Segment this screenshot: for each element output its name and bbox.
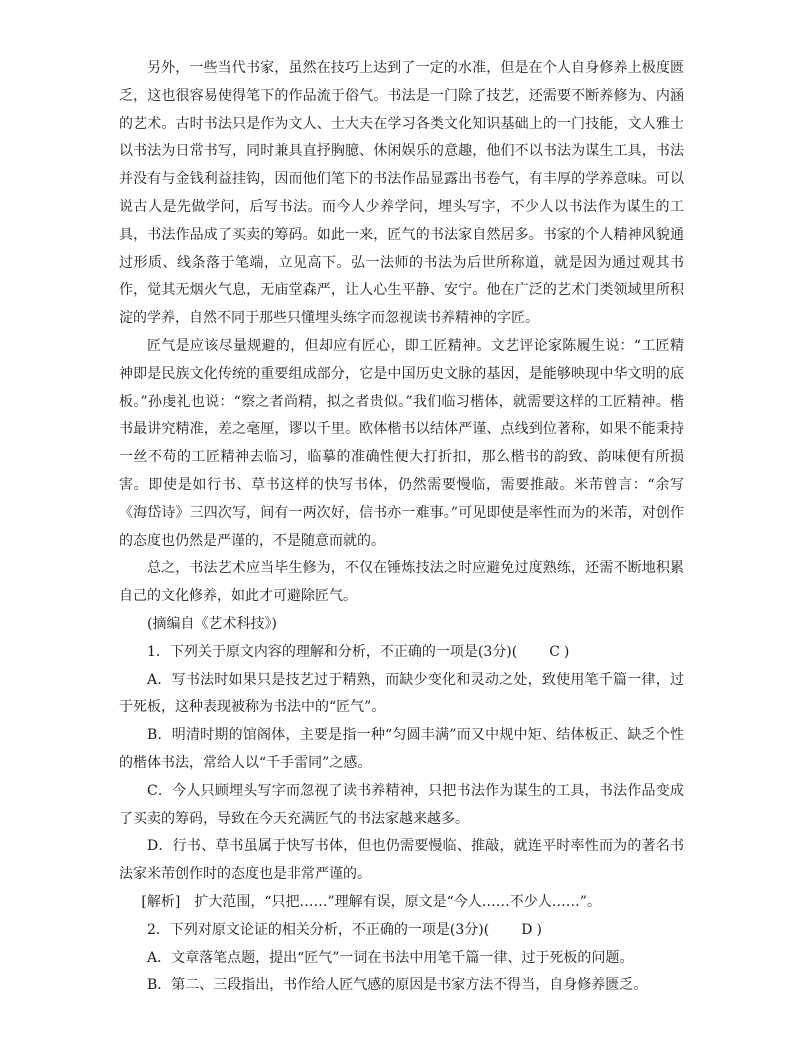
question-2-close: ) bbox=[536, 921, 542, 938]
question-1-option-d: D．行书、草书虽属于快写书体，但也仍需要慢临、推敲，就连平时率性而为的著名书法家米芾创作时的态度也是非常严谨的。 bbox=[119, 838, 684, 883]
question-2-option-a: A．文章落笔点题，提出“匠气”一词在书法中用笔千篇一律、过于死板的问题。 bbox=[147, 949, 634, 966]
question-2-stem bbox=[119, 917, 684, 945]
document-page bbox=[119, 55, 684, 1000]
question-1-option-b: B．明清时期的馆阁体，主要是指一种“匀圆丰满”而又中规中矩、结体板正、缺乏个性的楷体书法，常给人以“千手雷同”之感。 bbox=[119, 727, 684, 771]
body-paragraph-2: 匠气是应该尽量规避的，但却应有匠心，即工匠精神。文艺评论家陈履生说：“工匠精神即是民族文化传统的重要组成部分，它是中国历史文脉的基因，是能够映现中华文明的底板。”孙虔礼也说：“察之者尚精，拟之者贵似。”我们临习楷体，就需要这样的工匠精神。楷书最讲究精准，差之毫厘，谬以千里。欧体楷书以结体严谨、点线到位著称，如果不能秉持一丝不苟的工匠精神去临习，临摹的准确性便大打折扣，那么楷书的韵致、韵味便有所损害。即使是如行书、草书这样的快写书体，仍然需要慢临，需要推敲。米芾曾言：“余写《海岱诗》三四次写，间有一两次好，信书亦一难事。”可见即使是率性而为的米芾，对创作的态度也仍然是严谨的，不是随意而就的。 bbox=[119, 337, 684, 549]
question-1-option-c: C．今人只顾埋头写字而忽视了读书养精神，只把书法作为谋生的工具，书法作品变成了买卖的筹码，导致在今天充满匠气的书法家越来越多。 bbox=[119, 782, 684, 827]
question-2-option-b: B．第二、三段指出，书作给人匠气感的原因是书家方法不得当，自身修养匮乏。 bbox=[147, 977, 648, 994]
question-1-stem bbox=[119, 639, 684, 667]
source-citation: (摘编自《艺术科技》) bbox=[147, 615, 277, 632]
question-2-answer: D bbox=[521, 921, 533, 938]
question-1-close: ) bbox=[563, 643, 570, 660]
question-1-analysis: [解析] 扩大范围，“只把……”理解有误，原文是“今人……不少人……”。 bbox=[141, 893, 601, 910]
question-1-answer: C bbox=[549, 643, 560, 660]
question-1-option-a: A．写书法时如果只是技艺过于精熟，而缺少变化和灵动之处，致使用笔千篇一律，过于死板，这种表现被称为书法中的“匠气”。 bbox=[119, 671, 684, 716]
body-paragraph-1: 另外，一些当代书家，虽然在技巧上达到了一定的水准，但是在个人自身修养上极度匮乏，这也很容易使得笔下的作品流于俗气。书法是一门除了技艺，还需要不断养修为、内涵的艺术。古时书法只是作为文人、士大夫在学习各类文化知识基础上的一门技能，文人雅士以书法为日常书写，同时兼具直抒胸臆、休闲娱乐的意趣，他们不以书法为谋生工具，书法并没有与金钱利益挂钩，因而他们笔下的书法作品显露出书卷气，有丰厚的学养意味。可以说古人是先做学问，后写书法。而今人少养学问，埋头写字，不少人以书法作为谋生的工具，书法作品成了买卖的筹码。如此一来，匠气的书法家自然居多。书家的个人精神风貌通过形质、线条落于笔端，立见高下。弘一法师的书法为后世所称道，就是因为通过观其书作，觉其无烟火气息，无庙堂森严，让人心生平静、安宁。他在广泛的艺术门类领域里所积淀的学养，自然不同于那些只懂埋头练字而忽视读书养精神的字匠。 bbox=[119, 60, 684, 327]
question-2-text: 2．下列对原文论证的相关分析，不正确的一项是(3分)( bbox=[147, 921, 490, 938]
body-paragraph-3: 总之，书法艺术应当毕生修为，不仅在锤炼技法之时应避免过度熟练，还需不断地积累自己的文化修养，如此才可避除匠气。 bbox=[119, 560, 684, 605]
question-1-text: 1．下列关于原文内容的理解和分析，不正确的一项是(3分)( bbox=[147, 643, 518, 660]
